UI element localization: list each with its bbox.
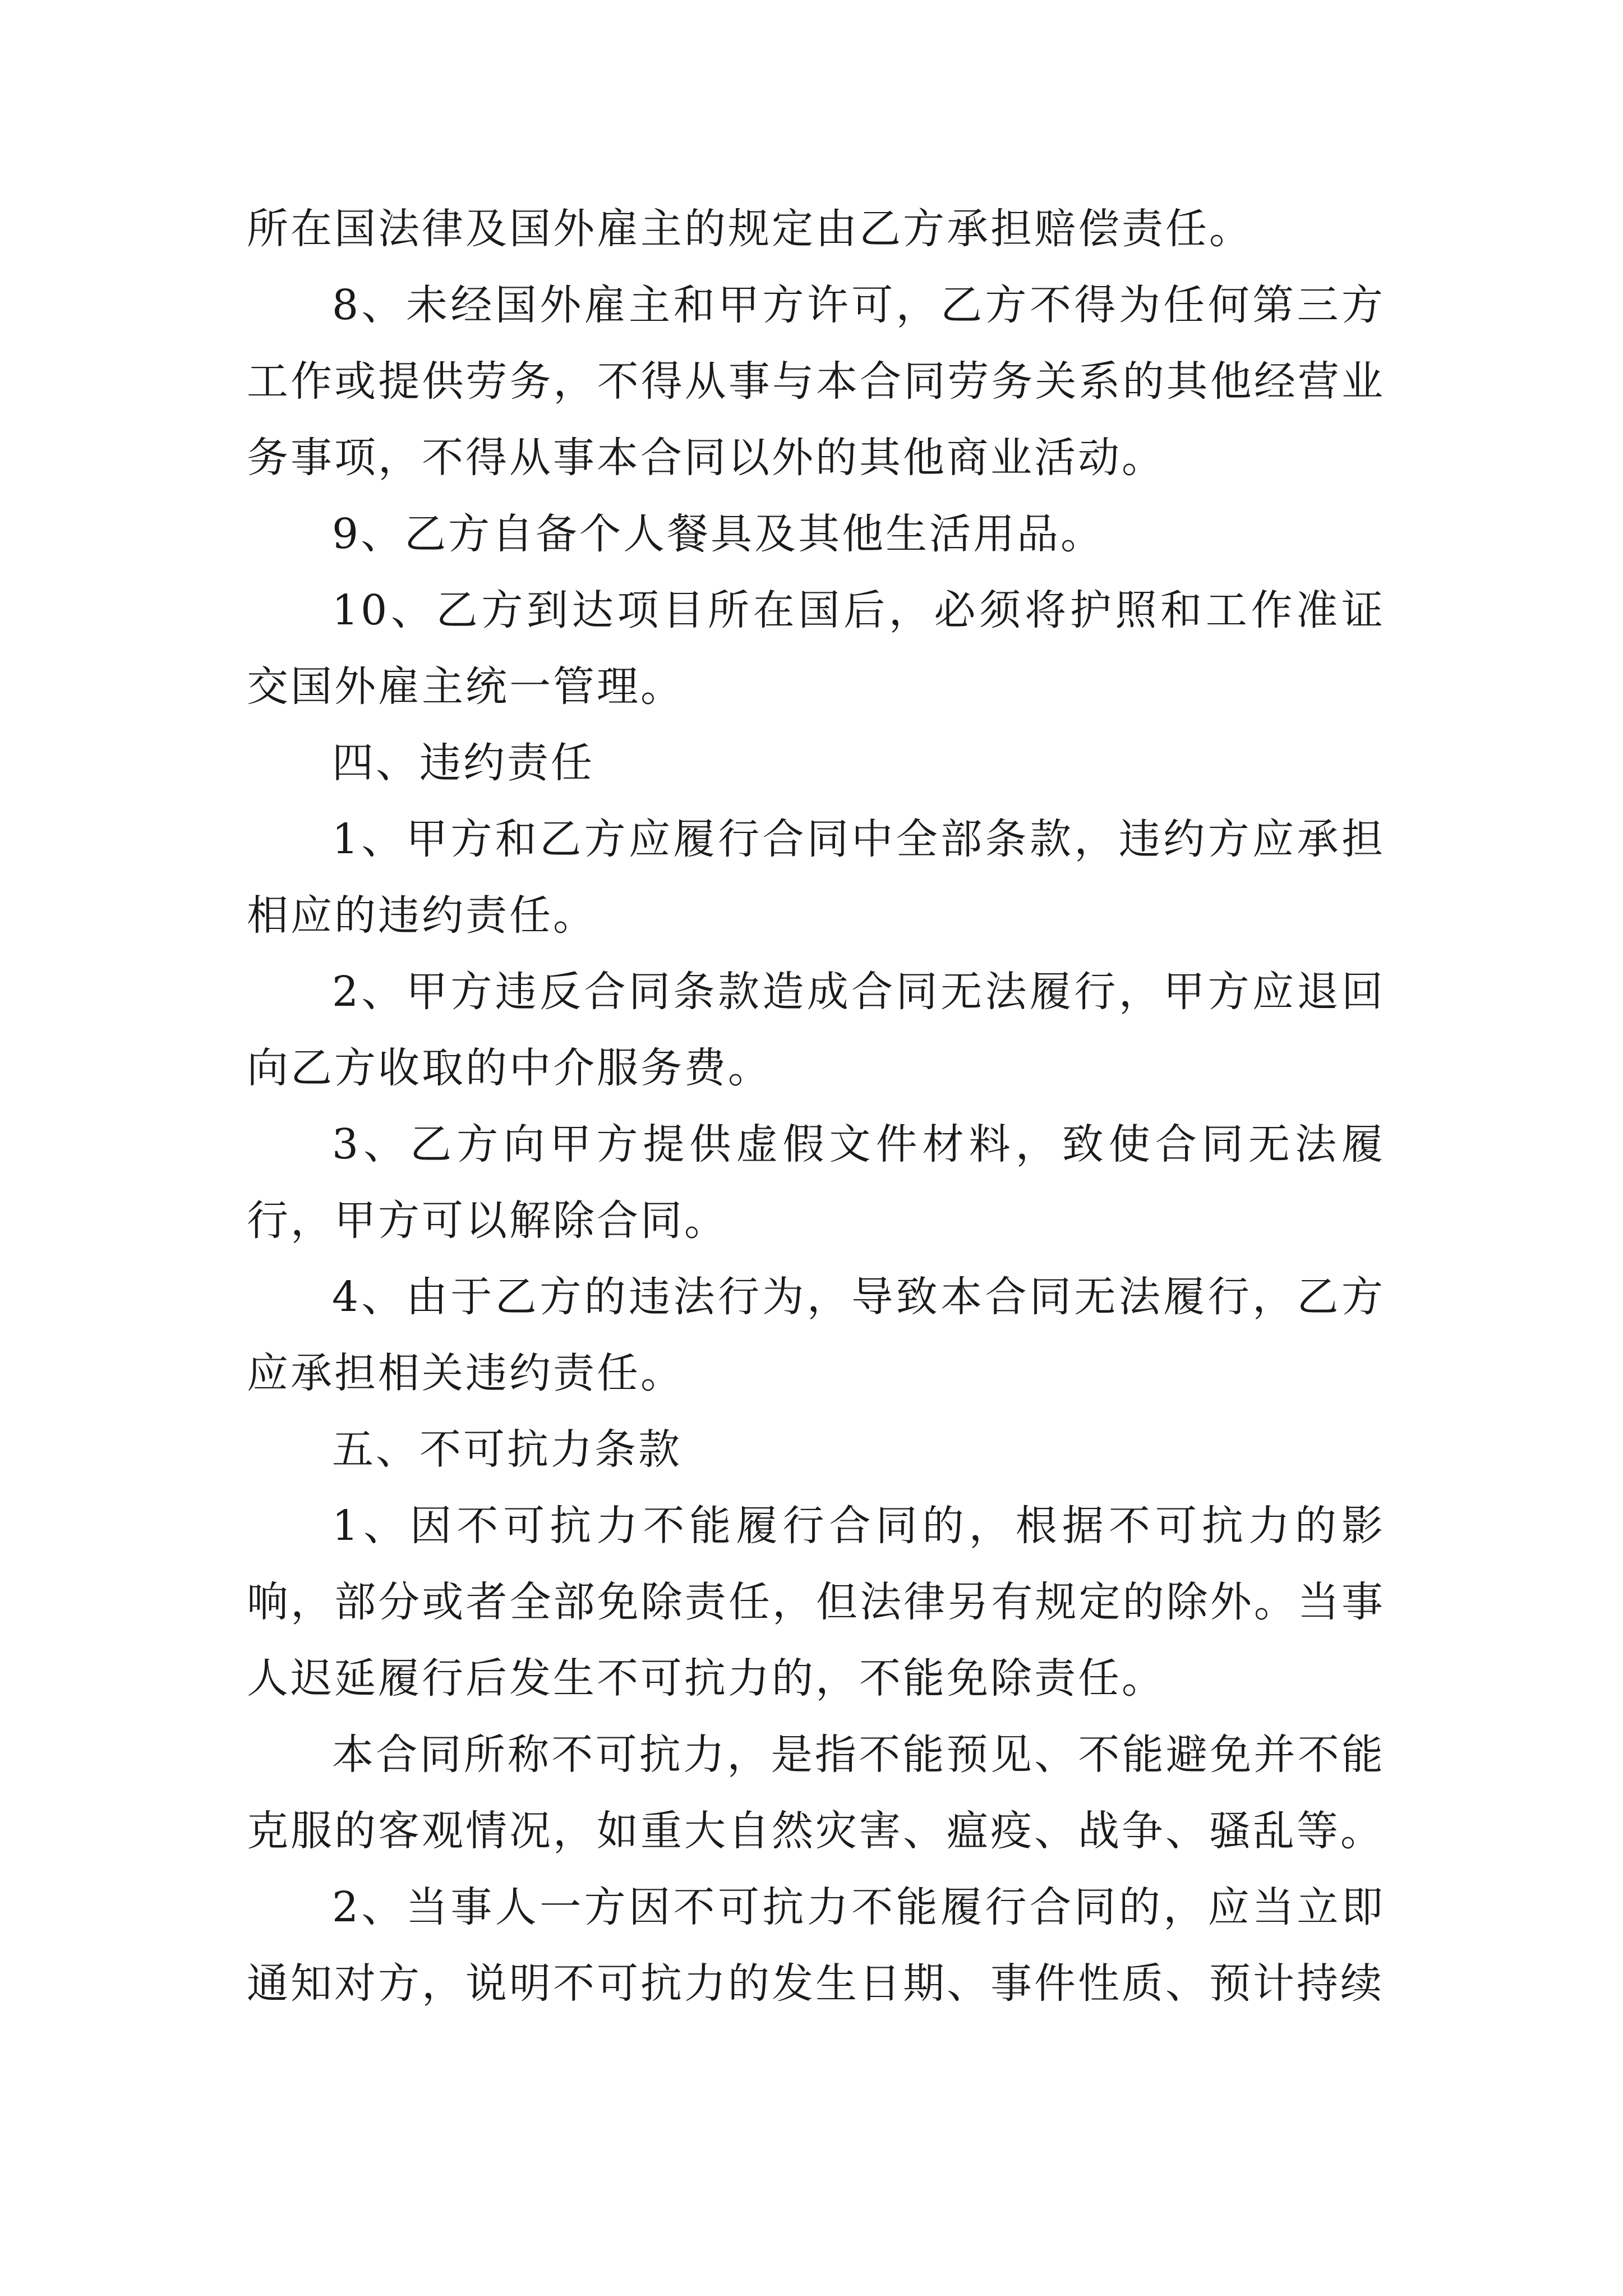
paragraph-clause-9: 9、乙方自备个人餐具及其他生活用品。 [332, 510, 1105, 558]
paragraph-force-majeure-1: 1、因不可抗力不能履行合同的，根据不可抗力的影响，部分或者全部免除责任，但法律另有规定的除外。当事人迟延履行后发生不可抗力的，不能免除责任。 [247, 1502, 1385, 1703]
paragraph-force-majeure-definition: 本合同所称不可抗力，是指不能预见、不能避免并不能克服的客观情况，如重大自然灾害、瘟疫、战争、骚乱等。 [247, 1731, 1385, 1855]
paragraph-force-majeure-2: 2、当事人一方因不可抗力不能履行合同的，应当立即通知对方，说明不可抗力的发生日期、事件性质、预计持续 [247, 1883, 1385, 2008]
section-heading-breach-liability: 四、违约责任 [332, 739, 594, 787]
paragraph-breach-2: 2、甲方违反合同条款造成合同无法履行，甲方应退回向乙方收取的中介服务费。 [247, 968, 1385, 1092]
paragraph-breach-4: 4、由于乙方的违法行为，导致本合同无法履行，乙方应承担相关违约责任。 [247, 1273, 1385, 1397]
paragraph-breach-1: 1、甲方和乙方应履行合同中全部条款，违约方应承担相应的违约责任。 [247, 815, 1385, 940]
paragraph-clause-8: 8、未经国外雇主和甲方许可，乙方不得为任何第三方工作或提供劳务，不得从事与本合同劳务关系的其他经营业务事项，不得从事本合同以外的其他商业活动。 [247, 281, 1385, 482]
document-body [247, 191, 1385, 2022]
paragraph-clause-10: 10、乙方到达项目所在国后，必须将护照和工作准证交国外雇主统一管理。 [247, 586, 1385, 711]
section-heading-force-majeure: 五、不可抗力条款 [332, 1425, 682, 1474]
paragraph-continued: 所在国法律及国外雇主的规定由乙方承担赔偿责任。 [247, 205, 1253, 253]
paragraph-breach-3: 3、乙方向甲方提供虚假文件材料，致使合同无法履行，甲方可以解除合同。 [247, 1120, 1385, 1245]
